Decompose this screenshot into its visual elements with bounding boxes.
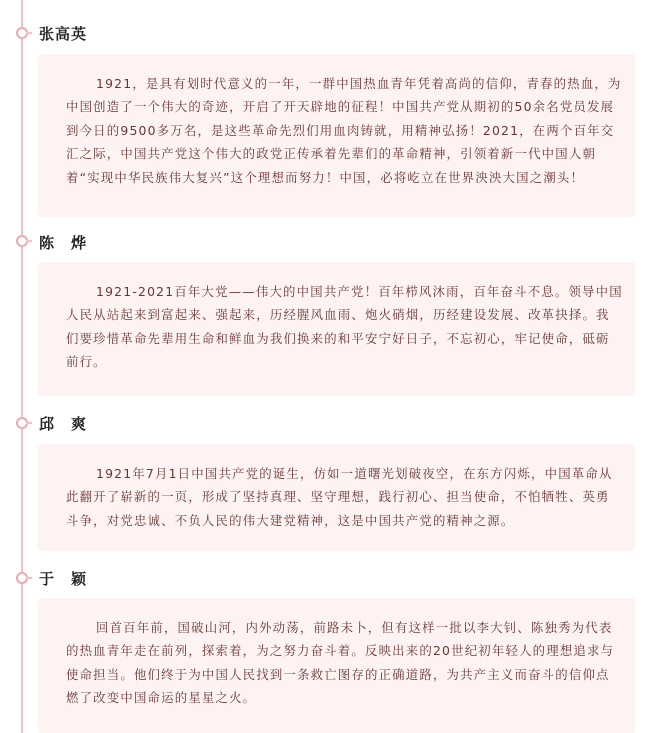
comment-text: 1921-2021百年大党——伟大的中国共产党！百年栉风沐雨，百年奋斗不息。领导中国人民从站起来到富起来、强起来，历经腥风血雨、炮火硝烟，历经建设发展、改革抉择。我们要珍惜革命先辈用生命和鲜血为我们换来的和平安宁好日子，不忘初心，牢记使命，砥砺前行。 <box>66 284 623 370</box>
timeline-tick <box>26 32 32 34</box>
comment-card <box>38 598 635 733</box>
author-name: 陈 烨 <box>39 234 88 252</box>
author-name: 邱 爽 <box>39 415 88 433</box>
comment-text: 1921年7月1日中国共产党的诞生，仿如一道曙光划破夜空，在东方闪烁，中国革命从此翻开了崭新的一页，形成了坚持真理、坚守理想，践行初心、担当使命，不怕牺牲、英勇斗争，对党忠诚、不负人民的伟大建党精神，这是中国共产党的精神之源。 <box>66 466 613 528</box>
timeline-tick <box>26 577 32 579</box>
comment-card <box>38 54 635 217</box>
timeline-line <box>21 0 23 733</box>
comment-text: 回首百年前，国破山河，内外动荡，前路未卜，但有这样一批以李大钊、陈独秀为代表的热血青年走在前列，探索着，为之努力奋斗着。反映出来的20世纪初年轻人的理想追求与使命担当。他们终于为中国人民找到一条救亡图存的正确道路，为共产主义而奋斗的信仰点燃了改变中国命运的星星之火。 <box>66 620 615 706</box>
comment-card <box>38 444 635 551</box>
timeline-tick <box>26 240 32 242</box>
author-name: 张高英 <box>39 25 88 43</box>
timeline-tick <box>26 422 32 424</box>
comment-card <box>38 262 635 396</box>
comment-text: 1921，是具有划时代意义的一年，一群中国热血青年凭着高尚的信仰，青春的热血，为中国创造了一个伟大的奇迹，开启了开天辟地的征程！中国共产党从期初的50余名党员发展到今日的9500多万名，是这些革命先烈们用血肉铸就，用精神弘扬！2021，在两个百年交汇之际，中国共产党这个伟大的政党正传承着先辈们的革命精神，引领着新一代中国人朝着“实现中华民族伟大复兴”这个理想而努力！中国，必将屹立在世界泱泱大国之潮头！ <box>66 76 622 185</box>
author-name: 于 颖 <box>39 570 88 588</box>
